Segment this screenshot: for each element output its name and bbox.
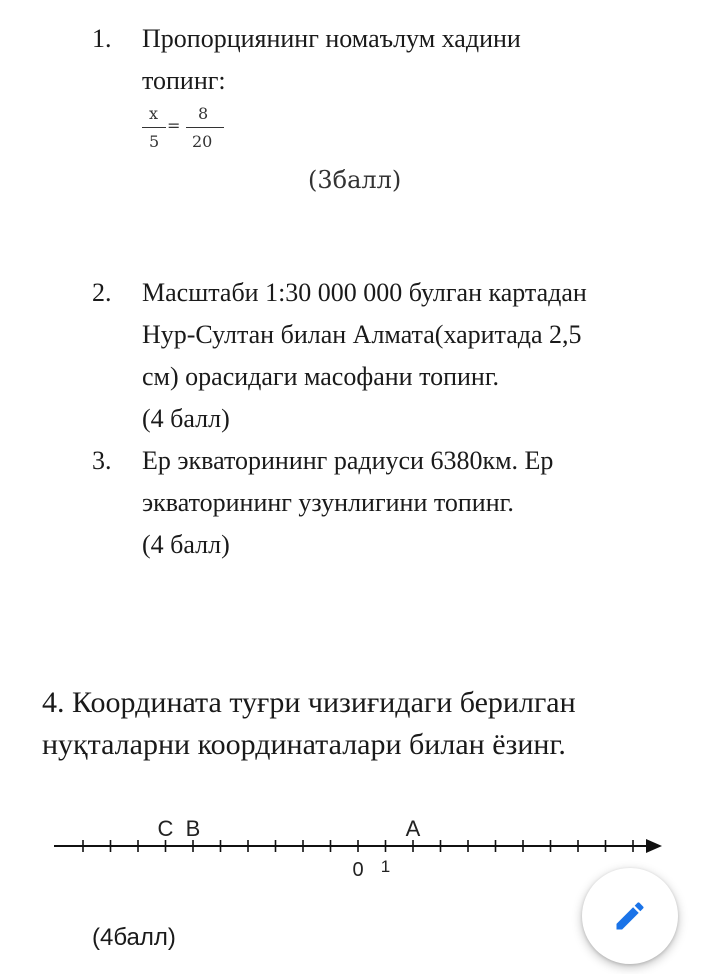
edit-button[interactable]	[582, 868, 678, 964]
q1-line2: топинг:	[142, 66, 226, 95]
frac-left-denominator: 5	[149, 132, 160, 151]
q3-line2: экваторининг узунлигини топинг.	[142, 488, 514, 517]
q2-score: (4 балл)	[142, 404, 230, 433]
q3-line1: Ер экваторининг радиуси 6380км. Ер	[142, 446, 554, 475]
point-label-c: C	[157, 816, 174, 841]
q3-score: (4 балл)	[142, 530, 230, 559]
q1-line1: Пропорциянинг номаълум хадини	[142, 24, 521, 53]
q2-number: 2.	[92, 278, 112, 307]
frac-equals: =	[167, 116, 181, 135]
q4-text	[42, 682, 682, 766]
unit-label: 1	[380, 857, 391, 876]
origin-label: 0	[352, 859, 364, 881]
point-label-a: A	[405, 816, 421, 841]
q4-line1: 4. Координата туғри чизиғидаги берилган	[42, 686, 576, 719]
number-line-ticks	[83, 840, 633, 852]
frac-right-numerator: 8	[198, 104, 209, 123]
q3-text	[142, 440, 702, 566]
q1-score: (3балл)	[308, 166, 402, 194]
q2-line3: см) орасидаги масофани топинг.	[142, 362, 500, 391]
arrow-icon	[646, 839, 662, 853]
frac-right-bar	[186, 127, 224, 128]
number-line-point-labels	[158, 816, 421, 841]
frac-left-bar	[142, 127, 166, 128]
number-line	[50, 810, 670, 890]
q4-line2: нуқталарни координаталари билан ёзинг.	[42, 728, 566, 761]
q1-text	[142, 18, 702, 102]
pencil-icon	[612, 898, 648, 934]
q2-line1: Масштаби 1:30 000 000 булган картадан	[142, 278, 587, 307]
point-label-b: B	[185, 816, 201, 841]
frac-left-numerator: x	[149, 104, 159, 123]
q4-score: (4балл)	[92, 924, 176, 951]
frac-right-denominator: 20	[192, 132, 213, 151]
q1-number: 1.	[92, 24, 112, 53]
q3-number: 3.	[92, 446, 112, 475]
q2-text	[142, 272, 702, 440]
q2-line2: Нур-Султан билан Алмата(харитада 2,5	[142, 320, 582, 349]
